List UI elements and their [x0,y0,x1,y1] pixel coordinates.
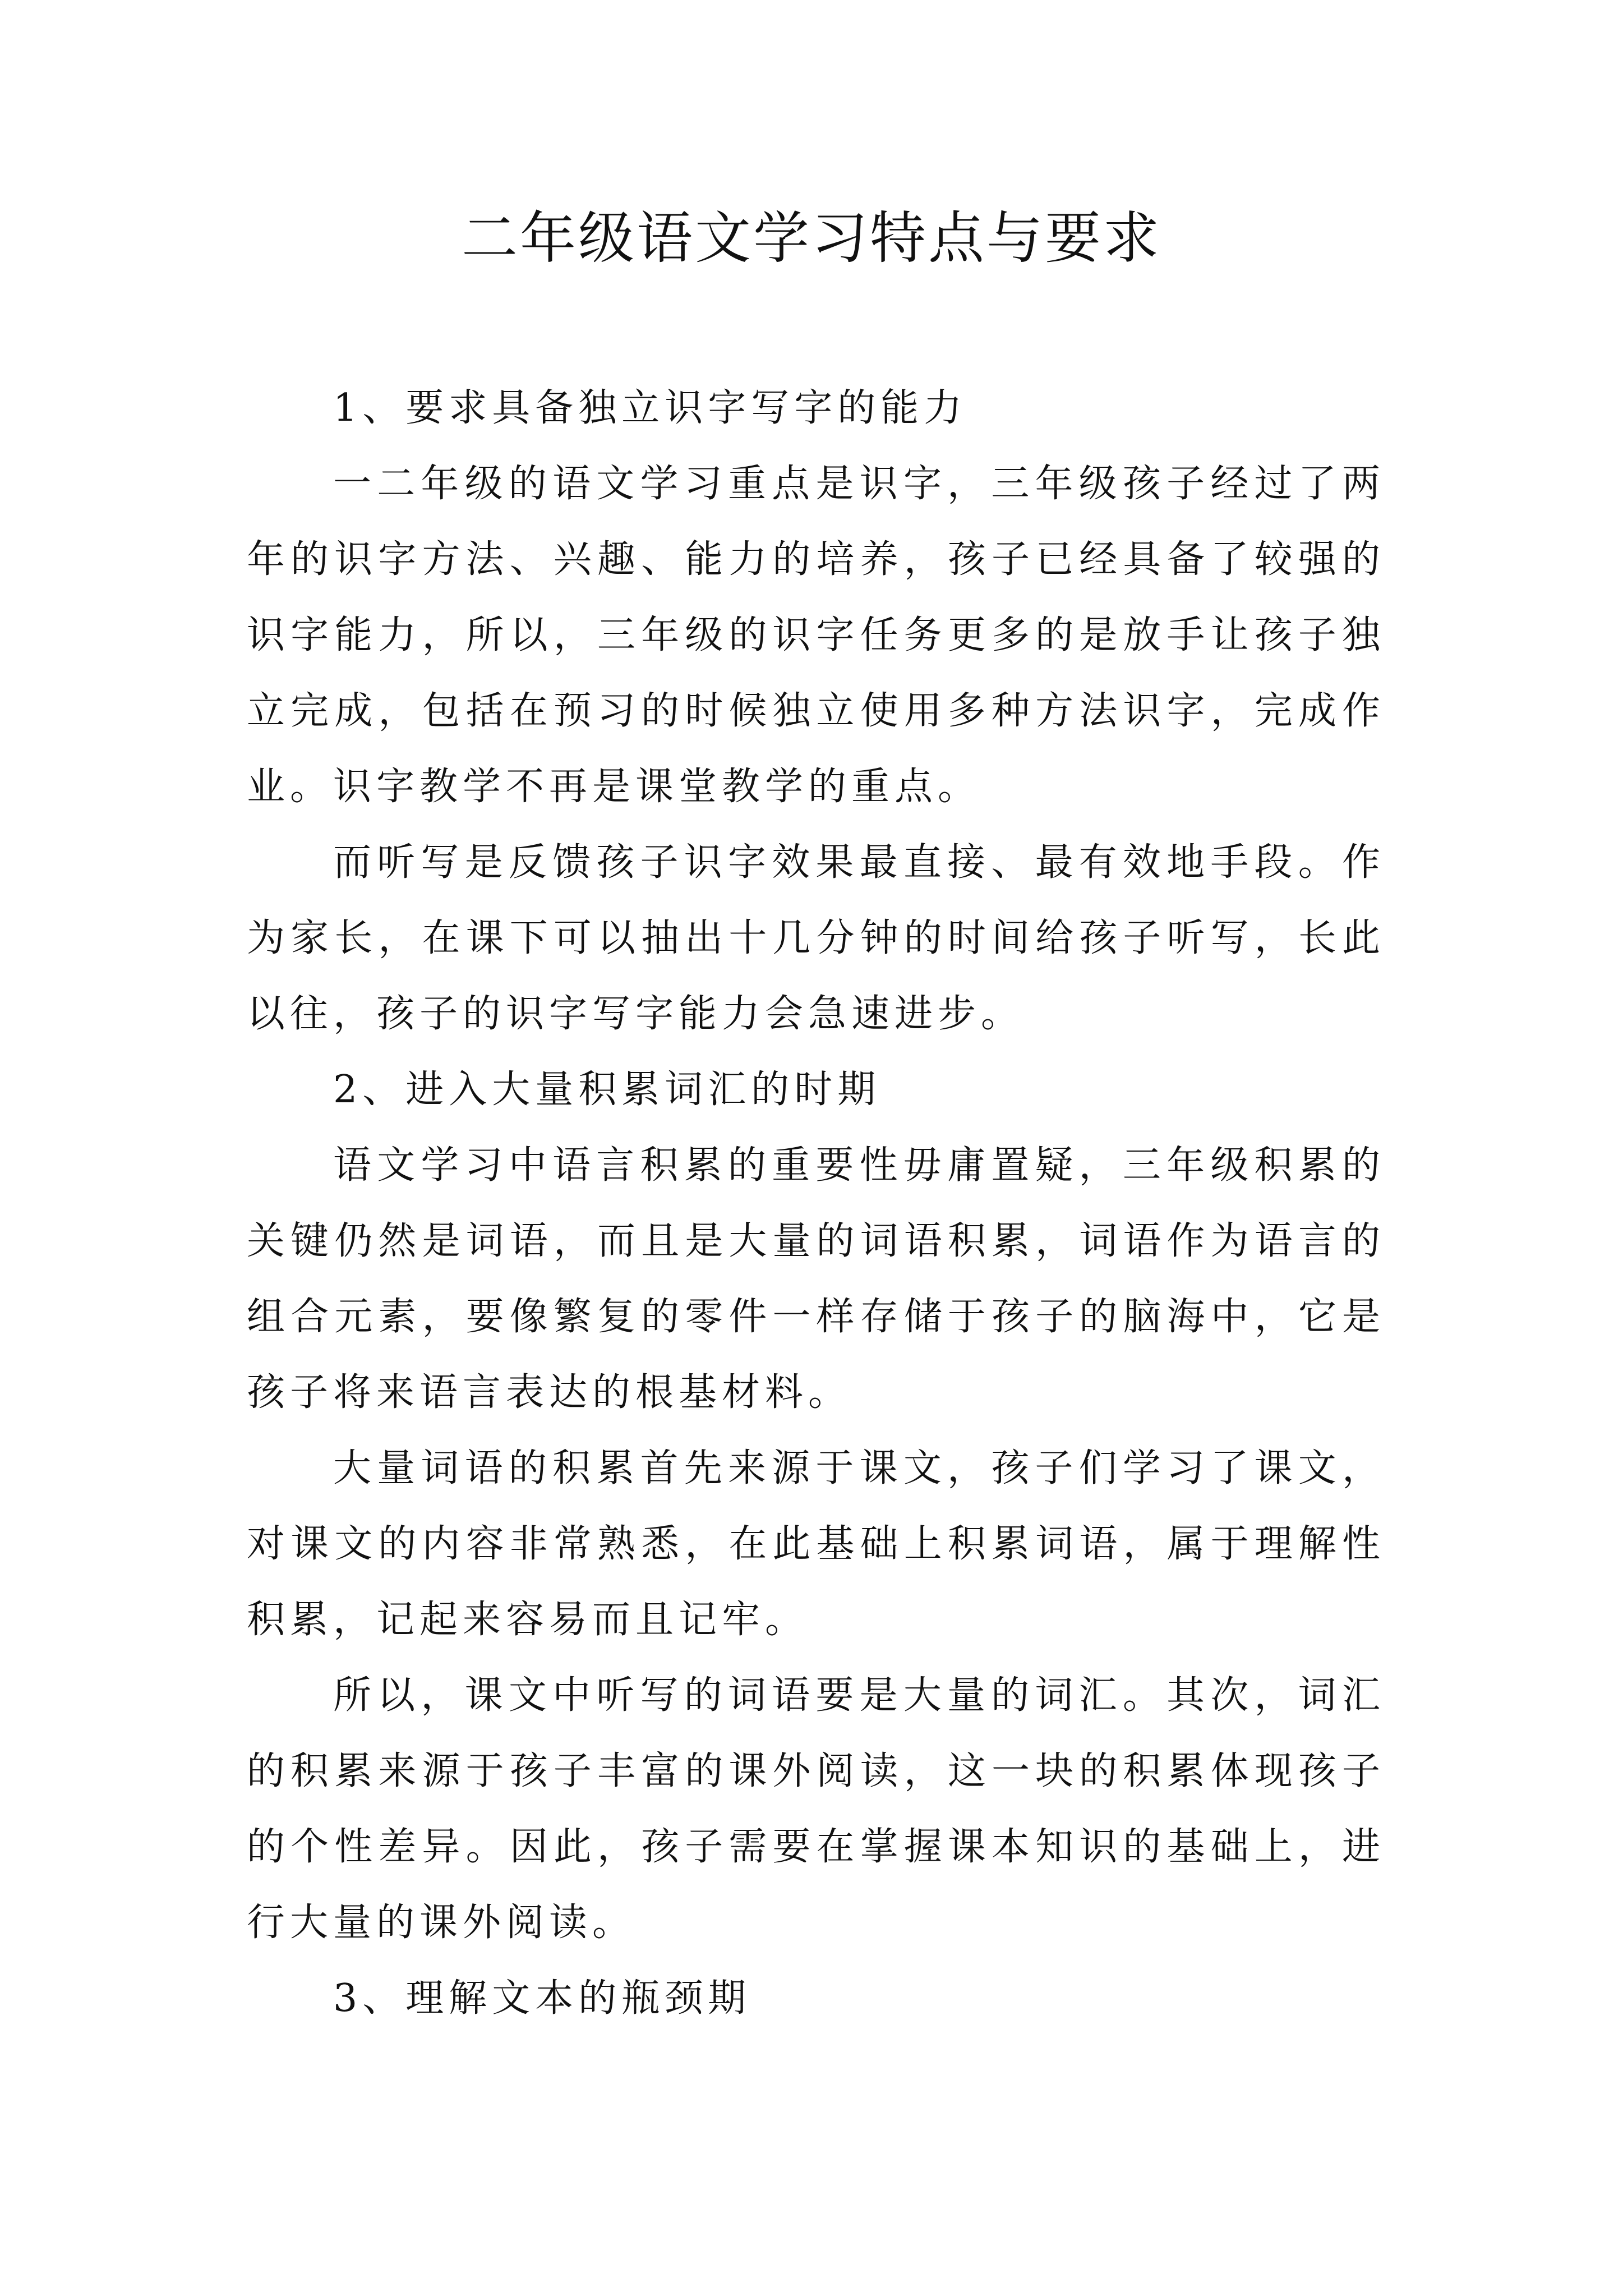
section-heading-2: 2、进入大量积累词汇的时期 [333,1068,881,1112]
section-heading-1: 1、要求具备独立识字写字的能力 [333,386,967,430]
paragraph: 一二年级的语文学习重点是识字，三年级孩子经过了两年的识字方法、兴趣、能力的培养，孩子已经具备了较强的识字能力，所以，三年级的识字任务更多的是放手让孩子独立完成，包括在预习的时候独立使用多种方法识字，完成作业。识字教学不再是课堂教学的重点。 [247,462,1385,809]
document-body [247,370,1385,2036]
document-title: 二年级语文学习特点与要求 [462,205,1161,271]
paragraph: 而听写是反馈孩子识字效果最直接、最有效地手段。作为家长，在课下可以抽出十几分钟的时间给孩子听写，长此以往，孩子的识字写字能力会急速进步。 [247,840,1385,1036]
section-heading-3: 3、理解文本的瓶颈期 [333,1976,751,2021]
paragraph: 所以，课文中听写的词语要是大量的词汇。其次，词汇的积累来源于孩子丰富的课外阅读，这一块的积累体现孩子的个性差异。因此，孩子需要在掌握课本知识的基础上，进行大量的课外阅读。 [247,1673,1385,1945]
paragraph: 大量词语的积累首先来源于课文，孩子们学习了课文，对课文的内容非常熟悉，在此基础上积累词语，属于理解性积累，记起来容易而且记牢。 [247,1446,1385,1642]
paragraph: 语文学习中语言积累的重要性毋庸置疑，三年级积累的关键仍然是词语，而且是大量的词语积累，词语作为语言的组合元素，要像繁复的零件一样存储于孩子的脑海中，它是孩子将来语言表达的根基材料。 [247,1143,1385,1415]
